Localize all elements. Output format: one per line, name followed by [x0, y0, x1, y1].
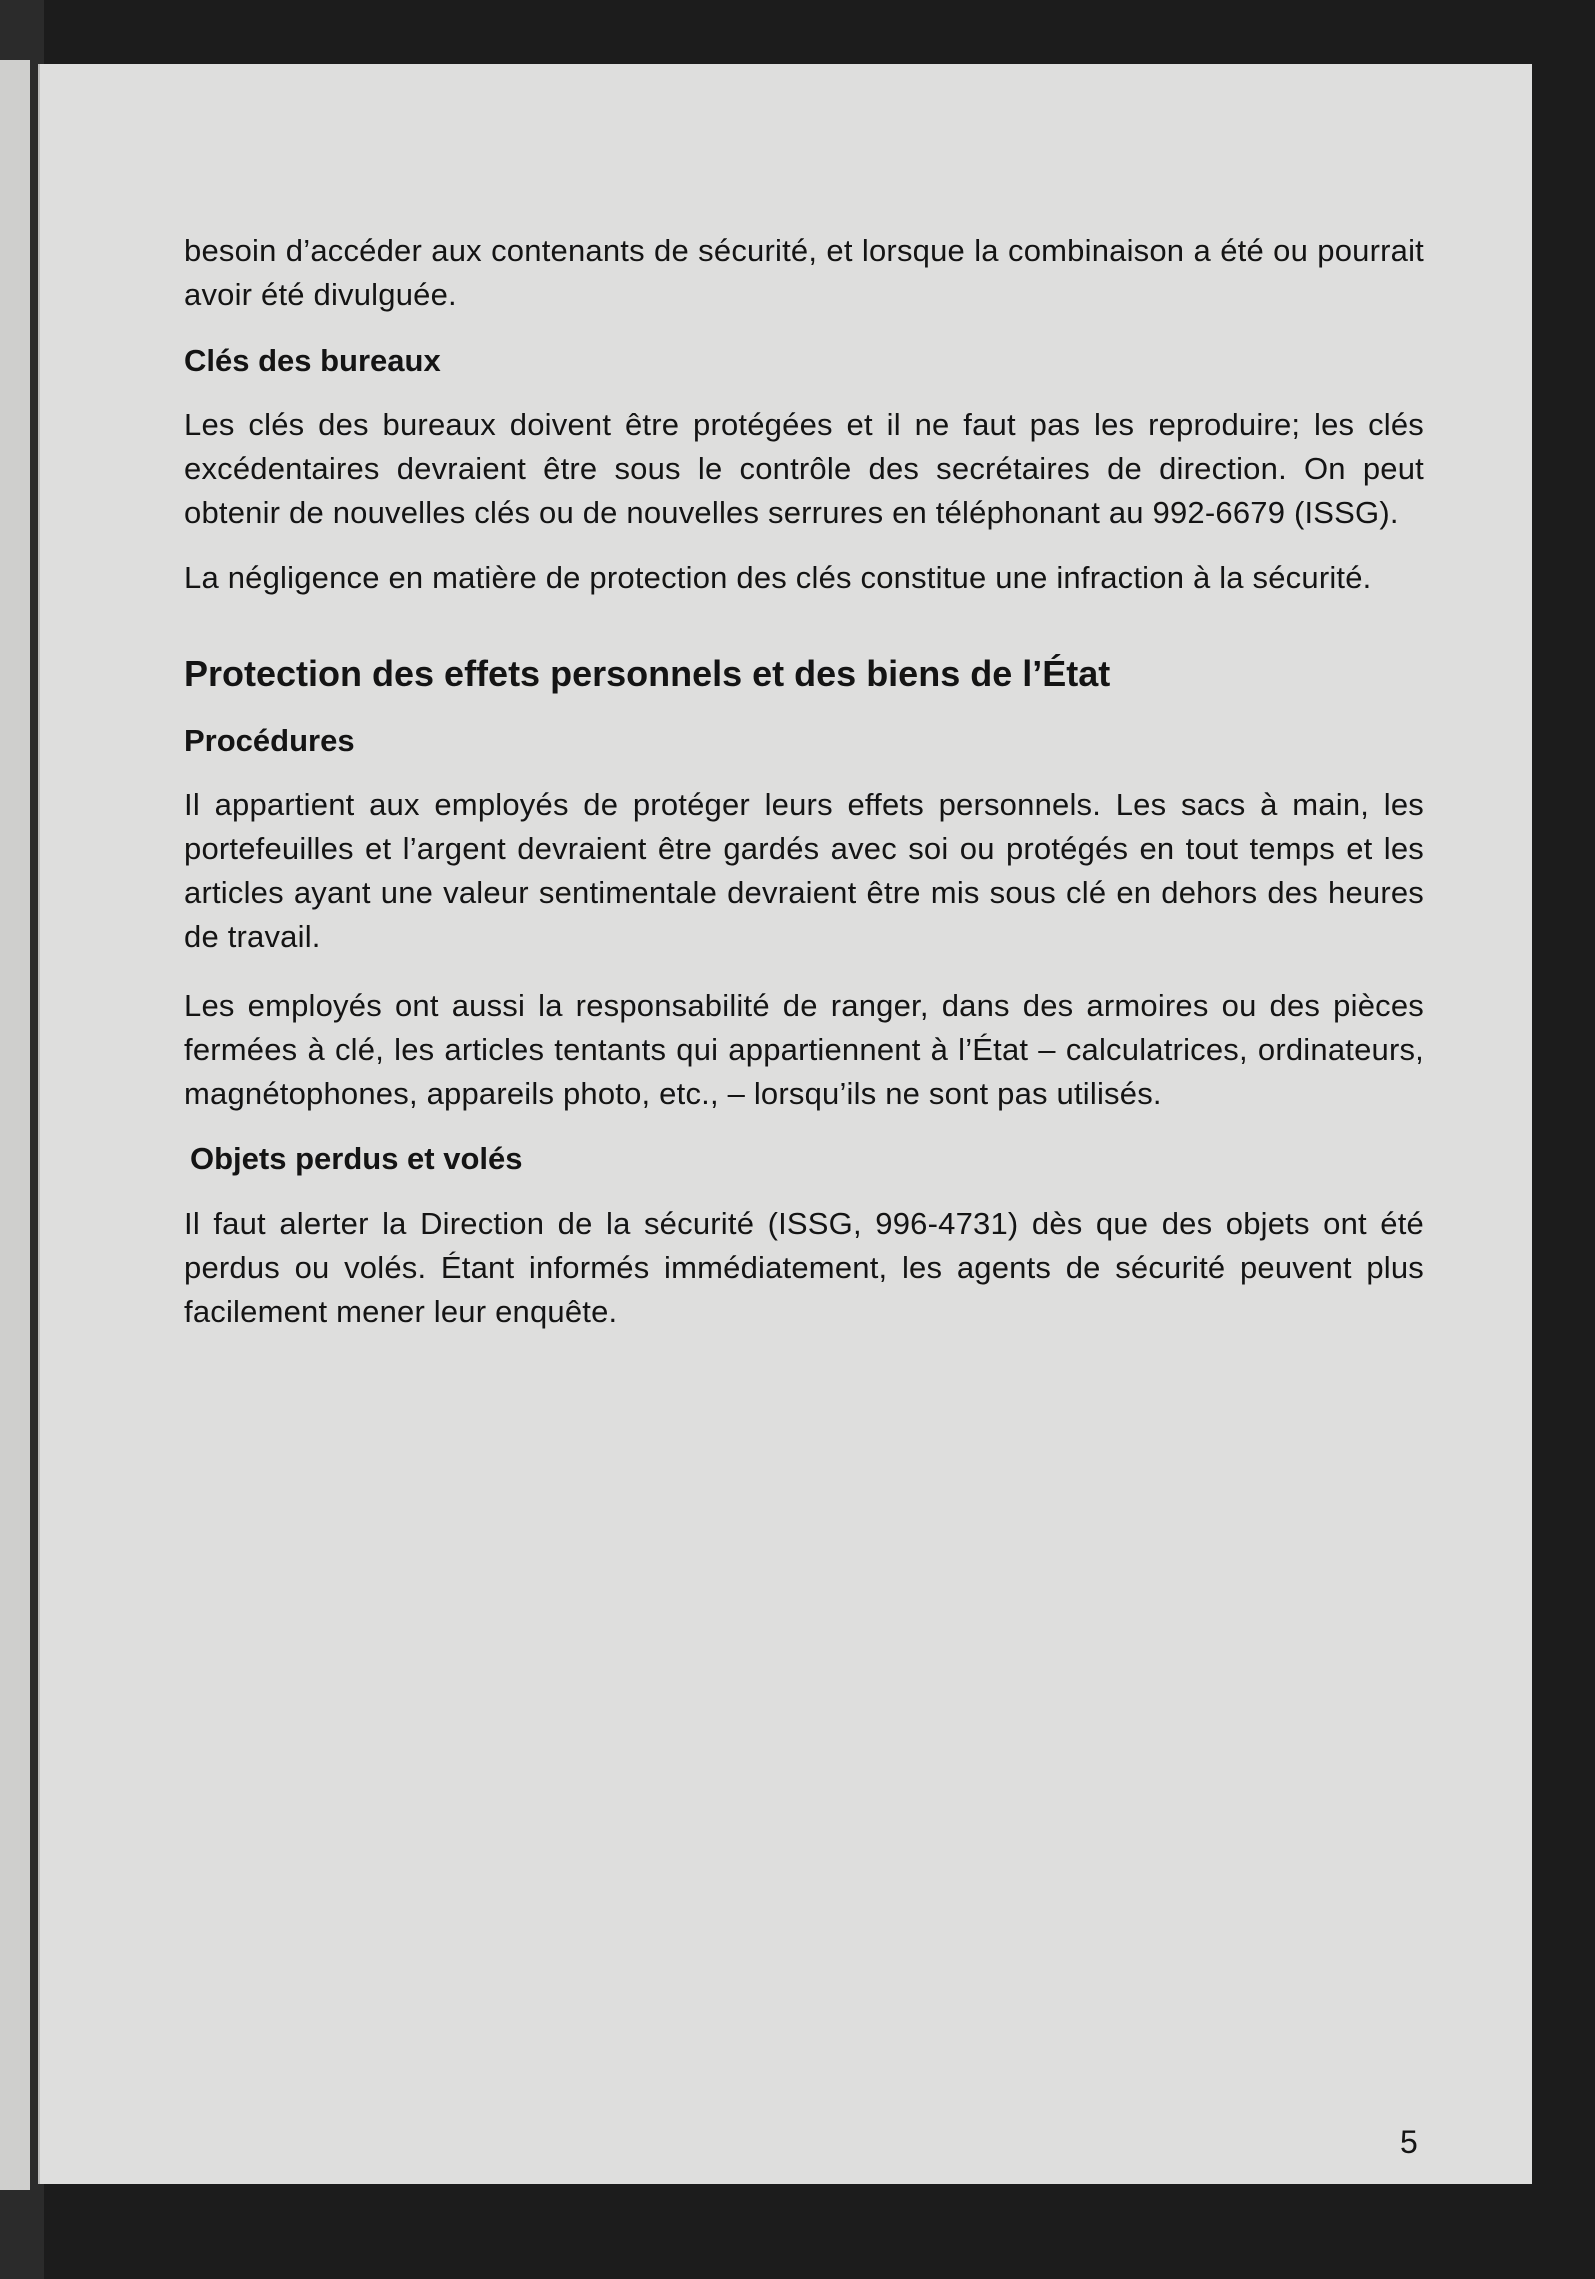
- page-content: [184, 229, 1424, 1334]
- heading-office-keys: Clés des bureaux: [184, 343, 441, 378]
- paragraph-lost-stolen: Il faut alerter la Direction de la sécurité (ISSG, 996-4731) dès que des objets ont été perdus ou volés. Étant informés immédiatement, les agents de sécurité peuvent plus facilement mener leur enquête.: [184, 1206, 1424, 1329]
- section-title: Protection des effets personnels et des biens de l’État: [184, 653, 1111, 694]
- paragraph-personal-effects: Il appartient aux employés de protéger leurs effets personnels. Les sacs à main, les portefeuilles et l’argent devraient être gardés avec soi ou protégés en tout temps et les articles ayant une valeur sentimentale devraient être mis sous clé en dehors des heures de travail.: [184, 787, 1424, 954]
- heading-procedures: Procédures: [184, 723, 355, 758]
- document-page: [38, 64, 1532, 2184]
- page-number: 5: [1400, 2124, 1418, 2160]
- paragraph-combination: besoin d’accéder aux contenants de sécurité, et lorsque la combinaison a été ou pourrait avoir été divulguée.: [184, 233, 1424, 312]
- paragraph-government-property: Les employés ont aussi la responsabilité de ranger, dans des armoires ou des pièces fermées à clé, les articles tentants qui appartiennent à l’État – calculatrices, ordinateurs, magnétophones, appareils photo, etc., – lorsqu’ils ne sont pas utilisés.: [184, 988, 1424, 1111]
- previous-page-edge: [0, 60, 30, 2190]
- paragraph-office-keys: Les clés des bureaux doivent être protégées et il ne faut pas les reproduire; les clés excédentaires devraient être sous le contrôle des secrétaires de direction. On peut obtenir de nouvelles clés ou de nouvelles serrures en téléphonant au 992-6679 (ISSG).: [184, 407, 1424, 530]
- paragraph-key-negligence: La négligence en matière de protection des clés constitue une infraction à la sécurité.: [184, 560, 1372, 595]
- heading-lost-stolen: Objets perdus et volés: [190, 1141, 523, 1176]
